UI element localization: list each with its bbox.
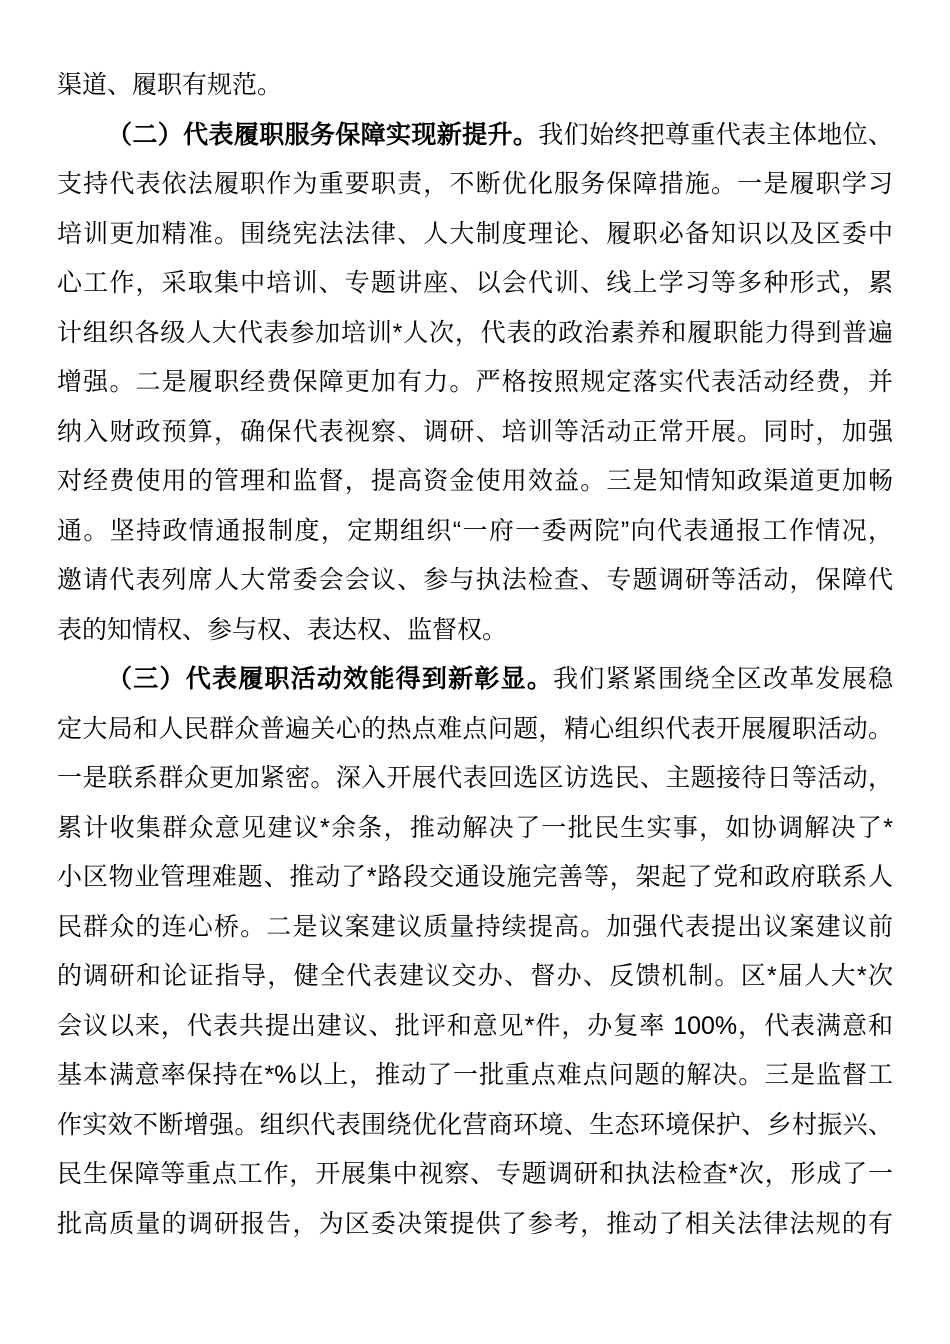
body-text: 邀请代表列席人大常委会会议、参与执法检查、专题调研等活动，保障代 xyxy=(57,566,893,594)
body-text: 民群众的连心桥。二是议案建议质量持续提高。加强代表提出议案建议前 xyxy=(57,912,893,941)
body-text: 计组织各级人大代表参加培训*人次，代表的政治素养和履职能力得到普遍 xyxy=(57,318,893,347)
paragraph-1 xyxy=(57,61,893,111)
text-line xyxy=(57,160,893,210)
body-text: 作实效不断增强。组织代表围绕优化营商环境、生态环境保护、乡村振兴、 xyxy=(57,1110,893,1139)
text-line xyxy=(57,1101,893,1151)
text-line xyxy=(57,606,893,656)
text-line xyxy=(57,952,893,1002)
body-text: 我们始终把尊重代表主体地位、 xyxy=(538,120,893,149)
body-text: 心工作，采取集中培训、专题讲座、以会代训、线上学习等多种形式，累 xyxy=(57,269,893,297)
body-text: 我们紧紧围绕全区改革发展稳 xyxy=(553,665,893,693)
body-text: 批高质量的调研报告，为区委决策提供了参考，推动了相关法律法规的有 xyxy=(57,1209,893,1238)
text-line xyxy=(57,754,893,804)
body-text: 定大局和人民群众普遍关心的热点难点问题，精心组织代表开展履职活动。 xyxy=(57,714,893,743)
body-text: 一是联系群众更加紧密。深入开展代表回选区访选民、主题接待日等活动， xyxy=(57,764,893,792)
paragraph-3 xyxy=(57,655,893,1249)
body-text: 基本满意率保持在*%以上，推动了一批重点难点问题的解决。三是监督工 xyxy=(57,1061,893,1089)
body-text: 的调研和论证指导，健全代表建议交办、督办、反馈机制。区*届人大*次 xyxy=(57,962,893,990)
text-line xyxy=(57,309,893,359)
text-line xyxy=(57,61,893,111)
section-heading-text: （二）代表履职服务保障实现新提升。 xyxy=(107,120,539,149)
text-line xyxy=(57,111,893,161)
document-text-block xyxy=(57,61,893,1249)
body-text: 增强。二是履职经费保障更加有力。严格按照规定落实代表活动经费，并 xyxy=(57,368,893,396)
text-line xyxy=(57,804,893,854)
body-text: 对经费使用的管理和监督，提高资金使用效益。三是知情知政渠道更加畅 xyxy=(57,467,893,495)
text-line xyxy=(57,1002,893,1052)
text-line xyxy=(57,358,893,408)
text-line xyxy=(57,556,893,606)
body-text: 培训更加精准。围绕宪法法律、人大制度理论、履职必备知识以及区委中 xyxy=(57,219,893,248)
text-line xyxy=(57,1150,893,1200)
text-line xyxy=(57,1200,893,1250)
body-text: 通。坚持政情通报制度，定期组织“一府一委两院”向代表通报工作情况， xyxy=(57,516,893,545)
text-line xyxy=(57,1051,893,1101)
section-heading-text: （三）代表履职活动效能得到新彰显。 xyxy=(107,665,554,693)
text-line xyxy=(57,655,893,705)
body-text: 会议以来，代表共提出建议、批评和意见*件，办复率 100%，代表满意和 xyxy=(57,1011,893,1040)
text-line xyxy=(57,408,893,458)
body-text: 表的知情权、参与权、表达权、监督权。 xyxy=(57,615,508,644)
body-text: 渠道、履职有规范。 xyxy=(57,71,283,99)
body-text: 支持代表依法履职作为重要职责，不断优化服务保障措施。一是履职学习 xyxy=(57,170,893,198)
body-text: 小区物业管理难题、推动了*路段交通设施完善等，架起了党和政府联系人 xyxy=(57,863,893,891)
text-line xyxy=(57,507,893,557)
text-line xyxy=(57,903,893,953)
text-line xyxy=(57,705,893,755)
body-text: 累计收集群众意见建议*余条，推动解决了一批民生实事，如协调解决了* xyxy=(57,813,893,842)
text-line xyxy=(57,457,893,507)
paragraph-2 xyxy=(57,111,893,656)
body-text: 纳入财政预算，确保代表视察、调研、培训等活动正常开展。同时，加强 xyxy=(57,417,893,446)
text-line xyxy=(57,259,893,309)
text-line xyxy=(57,210,893,260)
text-line xyxy=(57,853,893,903)
body-text: 民生保障等重点工作，开展集中视察、专题调研和执法检查*次，形成了一 xyxy=(57,1160,893,1188)
